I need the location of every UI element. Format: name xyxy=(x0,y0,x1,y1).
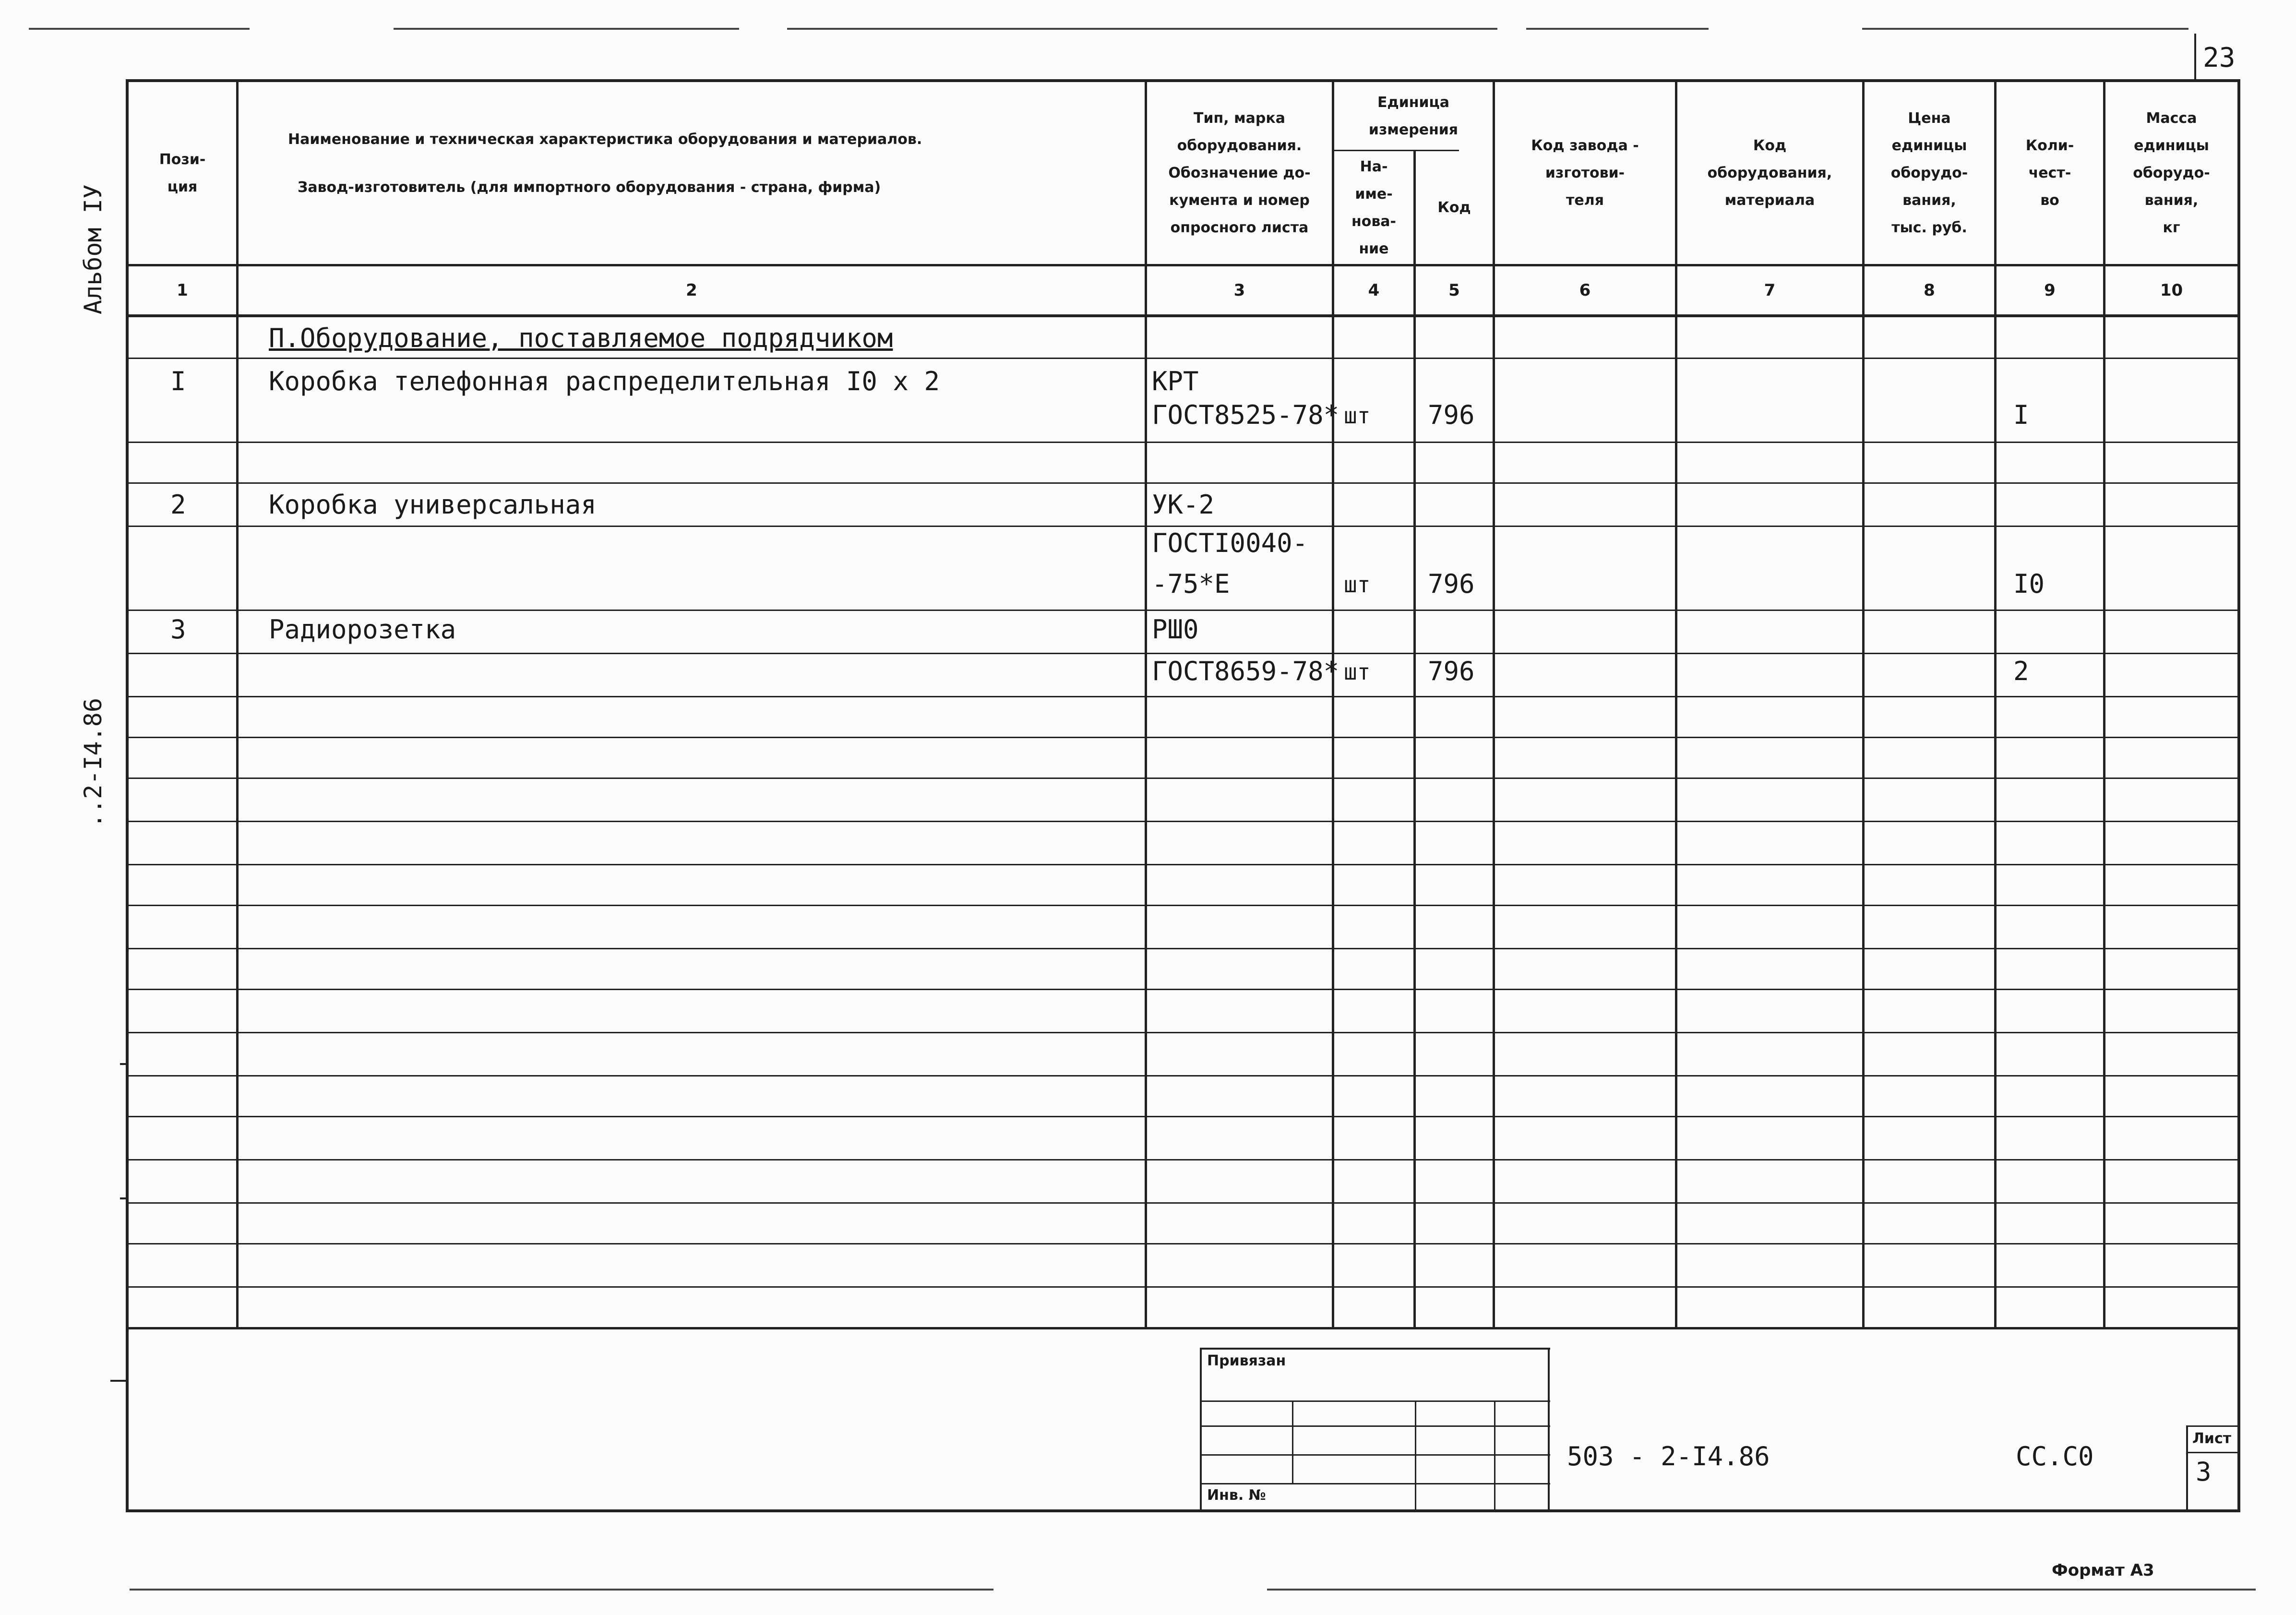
row-type: РШ0 xyxy=(1152,614,1199,645)
row-type: ГОСТI0040- xyxy=(1152,528,1308,558)
row-type: -75*Е xyxy=(1152,569,1230,599)
col-number: 8 xyxy=(1924,281,1935,300)
col-number: 5 xyxy=(1448,281,1460,300)
row-name: Коробка телефонная распределительная I0 x 2 xyxy=(269,366,940,396)
row-line xyxy=(126,905,2237,906)
scan-line xyxy=(1862,28,2188,30)
row-position: 2 xyxy=(170,490,186,520)
row-line xyxy=(126,1202,2237,1204)
row-position: I xyxy=(170,366,186,396)
sheet-box-top xyxy=(2186,1425,2239,1427)
stamp-col xyxy=(1292,1400,1293,1484)
row-position: 3 xyxy=(170,614,186,645)
scan-line xyxy=(394,28,739,30)
header-quantity: Коли- чест- во xyxy=(2025,137,2074,209)
album-label: Альбом IУ xyxy=(79,184,107,314)
scan-line xyxy=(29,28,250,30)
header-unit: Единица измерения xyxy=(1368,94,1459,138)
row-code: 796 xyxy=(1428,656,1475,686)
col-line xyxy=(2237,79,2240,1512)
sheet-box-divider xyxy=(2186,1452,2239,1453)
scan-line xyxy=(130,1589,993,1591)
section-title: П.Оборудование, поставляемое подрядчиком xyxy=(269,323,893,353)
row-line xyxy=(126,1032,2237,1033)
row-line xyxy=(126,610,2237,611)
row-line xyxy=(126,864,2237,865)
row-line xyxy=(126,442,2237,443)
sheet-box-left xyxy=(2186,1425,2188,1509)
row-line xyxy=(126,778,2237,779)
col-number: 1 xyxy=(177,281,188,300)
row-line xyxy=(126,1075,2237,1077)
row-quantity: 2 xyxy=(2013,656,2029,686)
col-number: 9 xyxy=(2044,281,2056,300)
row-code: 796 xyxy=(1428,400,1475,430)
header-name-line2: Завод-изготовитель (для импортного оборудования - страна, фирма) xyxy=(298,179,881,196)
header-equipment-code: Код оборудования, материала xyxy=(1707,137,1832,209)
row-line xyxy=(126,482,2237,484)
row-line xyxy=(126,696,2237,697)
row-code: 796 xyxy=(1428,569,1475,599)
row-unit: шт xyxy=(1344,572,1371,598)
stamp-right xyxy=(1548,1348,1550,1509)
document-mark: СС.С0 xyxy=(2016,1441,2094,1471)
header-unit-code: Код xyxy=(1437,199,1471,216)
side-code-label: ..2-I4.86 xyxy=(79,698,107,828)
stamp-row xyxy=(1200,1454,1550,1456)
row-type: ГОСТ8659-78* xyxy=(1152,656,1339,686)
stamp-col xyxy=(1494,1400,1495,1509)
stamp-col xyxy=(1415,1400,1416,1509)
row-line xyxy=(126,1159,2237,1160)
format-label: Формат А3 xyxy=(2052,1561,2154,1580)
margin-tick xyxy=(120,1063,128,1065)
header-factory-code: Код завода - изготови- теля xyxy=(1531,137,1639,209)
stamp-row xyxy=(1200,1400,1550,1402)
colnum-divider xyxy=(126,314,2237,317)
table-bottom-line xyxy=(126,1327,2237,1329)
sheet-number: 3 xyxy=(2196,1457,2212,1487)
row-name: Коробка универсальная xyxy=(269,490,597,520)
stamp-top xyxy=(1200,1348,1550,1350)
header-type: Тип, марка оборудования. Обозначение до- кумента и номер опросного листа xyxy=(1168,110,1311,236)
row-line xyxy=(126,989,2237,990)
page-box-edge xyxy=(2194,34,2196,82)
row-line xyxy=(126,737,2237,738)
header-price: Цена единицы оборудо- вания, тыс. руб. xyxy=(1890,110,1968,236)
scan-line xyxy=(1526,28,1709,30)
row-line xyxy=(126,653,2237,654)
frame-bottom-border xyxy=(126,1509,2240,1512)
col-number: 2 xyxy=(686,281,697,300)
margin-tick xyxy=(110,1380,128,1382)
col-number: 4 xyxy=(1368,281,1380,300)
sheet-label: Лист xyxy=(2192,1430,2232,1447)
margin-tick xyxy=(120,1197,128,1199)
col-number: 3 xyxy=(1233,281,1245,300)
document-code: 503 - 2-I4.86 xyxy=(1567,1441,1770,1471)
col-number: 7 xyxy=(1764,281,1776,300)
row-type: ГОСТ8525-78* xyxy=(1152,400,1339,430)
col-line xyxy=(1413,150,1416,1327)
row-unit: шт xyxy=(1344,659,1371,685)
row-line xyxy=(126,1116,2237,1117)
scan-line xyxy=(1267,1589,2256,1591)
row-name: Радиорозетка xyxy=(269,614,456,645)
row-quantity: I0 xyxy=(2013,569,2045,599)
header-unit-name: На- име- нова- ние xyxy=(1351,158,1397,257)
stamp-row xyxy=(1200,1483,1550,1484)
row-line xyxy=(126,821,2237,822)
scan-line xyxy=(787,28,1497,30)
row-line xyxy=(126,526,2237,527)
stamp-attached-label: Привязан xyxy=(1207,1352,1286,1369)
col-number: 10 xyxy=(2160,281,2183,300)
row-type: УК-2 xyxy=(1152,490,1215,520)
row-quantity: I xyxy=(2013,400,2029,430)
row-line xyxy=(126,1286,2237,1288)
row-unit: шт xyxy=(1344,403,1371,429)
stamp-row xyxy=(1200,1425,1550,1427)
header-position: Пози- ция xyxy=(159,151,206,195)
header-name-line1: Наименование и техническая характеристика оборудования и материалов. xyxy=(288,131,922,148)
row-line xyxy=(126,1243,2237,1244)
col-number: 6 xyxy=(1579,281,1591,300)
header-mass: Масса единицы оборудо- вания, кг xyxy=(2133,110,2210,236)
stamp-inventory-label: Инв. № xyxy=(1207,1487,1266,1504)
row-line xyxy=(126,948,2237,949)
row-line xyxy=(126,358,2237,359)
row-type: КРТ xyxy=(1152,366,1199,396)
page-number: 23 xyxy=(2203,42,2236,73)
stamp-left xyxy=(1200,1348,1202,1509)
